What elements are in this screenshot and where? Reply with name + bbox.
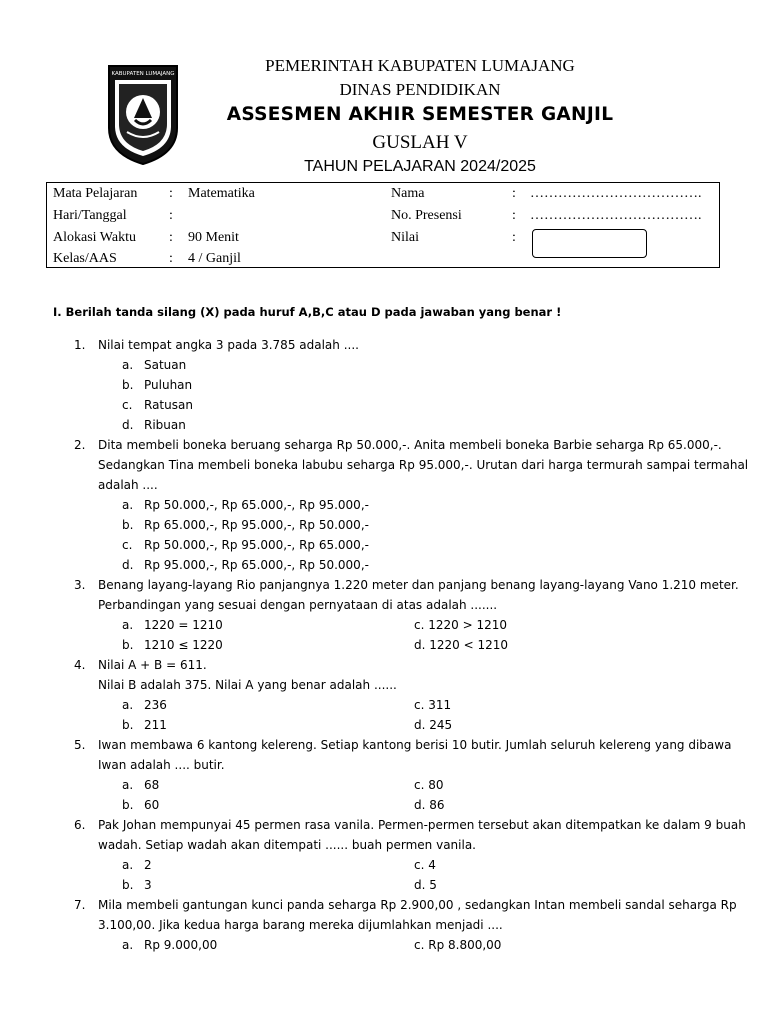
option-letter[interactable]: a.	[122, 358, 134, 372]
academic-year: TAHUN PELAJARAN 2024/2025	[304, 158, 536, 175]
question-text: Mila membeli gantungan kunci panda seharga Rp 2.900,00 , sedangkan Intan membeli sandal seharga Rp	[98, 898, 737, 912]
option-letter[interactable]: a.	[122, 498, 134, 512]
option-text[interactable]: d. 245	[414, 718, 453, 732]
question-text: Iwan membawa 6 kantong kelereng. Setiap kantong berisi 10 butir. Jumlah seluruh kelereng yang dibawa	[98, 738, 732, 752]
question-text: Perbandingan yang sesuai dengan pernyataan di atas adalah .......	[98, 598, 498, 612]
date-label: Hari/Tanggal	[53, 208, 127, 223]
question-text: 3.100,00. Jika kedua harga barang mereka dijumlahkan menjadi ....	[98, 918, 503, 932]
question-number: 2.	[74, 438, 86, 452]
question-text: Nilai tempat angka 3 pada 3.785 adalah ....	[98, 338, 359, 352]
option-letter[interactable]: d.	[122, 558, 134, 572]
colon: :	[169, 230, 173, 245]
colon: :	[169, 208, 173, 223]
question-number: 1.	[74, 338, 86, 352]
score-label: Nilai	[391, 230, 419, 245]
colon: :	[169, 186, 173, 201]
option-text[interactable]: 3	[144, 878, 152, 892]
option-text[interactable]: c. 80	[414, 778, 444, 792]
option-text[interactable]: 211	[144, 718, 167, 732]
name-field[interactable]: ……………………………….	[530, 186, 702, 201]
option-text[interactable]: d. 86	[414, 798, 445, 812]
option-text[interactable]: d. 1220 < 1210	[414, 638, 509, 652]
option-text[interactable]: Rp 50.000,-, Rp 95.000,-, Rp 65.000,-	[144, 538, 369, 552]
option-text[interactable]: 68	[144, 778, 160, 792]
section-instruction: I. Berilah tanda silang (X) pada huruf A,B,C atau D pada jawaban yang benar !	[53, 305, 562, 319]
option-letter[interactable]: b.	[122, 878, 134, 892]
option-text[interactable]: c. 4	[414, 858, 436, 872]
government-title: PEMERINTAH KABUPATEN LUMAJANG	[265, 56, 575, 75]
time-label: Alokasi Waktu	[53, 230, 136, 245]
question-text: Benang layang-layang Rio panjangnya 1.220 meter dan panjang benang layang-layang Vano 1.210 meter.	[98, 578, 739, 592]
time-value: 90 Menit	[188, 230, 239, 245]
exam-title: ASSESMEN AKHIR SEMESTER GANJIL	[226, 104, 614, 125]
question-text: Pak Johan mempunyai 45 permen rasa vanila. Permen-permen tersebut akan ditempatkan ke dalam 9 buah	[98, 818, 746, 832]
option-text[interactable]: Satuan	[144, 358, 187, 372]
question-number: 3.	[74, 578, 86, 592]
question-text: Dita membeli boneka beruang seharga Rp 50.000,-. Anita membeli boneka Barbie seharga Rp 65.000,-.	[98, 438, 722, 452]
option-letter[interactable]: d.	[122, 418, 134, 432]
option-letter[interactable]: a.	[122, 778, 134, 792]
question-number: 4.	[74, 658, 86, 672]
question-number: 7.	[74, 898, 86, 912]
option-text[interactable]: c. 311	[414, 698, 452, 712]
option-letter[interactable]: b.	[122, 798, 134, 812]
class-label: Kelas/AAS	[53, 251, 117, 266]
option-text[interactable]: Ratusan	[144, 398, 193, 412]
colon: :	[512, 208, 516, 223]
option-text[interactable]: 60	[144, 798, 160, 812]
logo-text: KABUPATEN LUMAJANG	[111, 71, 175, 77]
option-text[interactable]: Rp 65.000,-, Rp 95.000,-, Rp 50.000,-	[144, 518, 369, 532]
presence-field[interactable]: ……………………………….	[530, 208, 702, 223]
question-text: Sedangkan Tina membeli boneka labubu seharga Rp 95.000,-. Urutan dari harga termurah sampai termahal	[98, 458, 749, 472]
question-text: adalah ....	[98, 478, 158, 492]
option-text[interactable]: Rp 9.000,00	[144, 938, 218, 952]
question-number: 6.	[74, 818, 86, 832]
question-number: 5.	[74, 738, 86, 752]
option-text[interactable]: d. 5	[414, 878, 437, 892]
option-text[interactable]: 1220 = 1210	[144, 618, 223, 632]
subject-value: Matematika	[188, 186, 255, 201]
colon: :	[169, 251, 173, 266]
question-text: Iwan adalah .... butir.	[98, 758, 225, 772]
option-letter[interactable]: a.	[122, 618, 134, 632]
option-text[interactable]: Rp 95.000,-, Rp 65.000,-, Rp 50.000,-	[144, 558, 369, 572]
option-text[interactable]: Ribuan	[144, 418, 186, 432]
question-text: wadah. Setiap wadah akan ditempati ...... buah permen vanila.	[98, 838, 476, 852]
option-letter[interactable]: b.	[122, 638, 134, 652]
option-letter[interactable]: a.	[122, 698, 134, 712]
option-text[interactable]: c. 1220 > 1210	[414, 618, 507, 632]
option-letter[interactable]: b.	[122, 378, 134, 392]
class-value: 4 / Ganjil	[188, 251, 241, 266]
question-text: Nilai A + B = 611.	[98, 658, 207, 672]
colon: :	[512, 186, 516, 201]
score-box[interactable]	[532, 229, 647, 258]
option-text[interactable]: 236	[144, 698, 167, 712]
option-text[interactable]: Puluhan	[144, 378, 193, 392]
option-letter[interactable]: a.	[122, 938, 134, 952]
department-title: DINAS PENDIDIKAN	[339, 80, 501, 99]
student-info-box	[46, 182, 720, 268]
option-text[interactable]: 1210 ≤ 1220	[144, 638, 223, 652]
option-text[interactable]: c. Rp 8.800,00	[414, 938, 502, 952]
question-text: Nilai B adalah 375. Nilai A yang benar adalah ......	[98, 678, 397, 692]
name-label: Nama	[391, 186, 425, 201]
presence-label: No. Presensi	[391, 208, 462, 223]
subject-label: Mata Pelajaran	[53, 186, 138, 201]
option-letter[interactable]: a.	[122, 858, 134, 872]
option-letter[interactable]: b.	[122, 518, 134, 532]
option-letter[interactable]: c.	[122, 398, 133, 412]
option-text[interactable]: 2	[144, 858, 152, 872]
option-letter[interactable]: b.	[122, 718, 134, 732]
option-letter[interactable]: c.	[122, 538, 133, 552]
colon: :	[512, 230, 516, 245]
option-text[interactable]: Rp 50.000,-, Rp 65.000,-, Rp 95.000,-	[144, 498, 369, 512]
school-name: GUSLAH V	[372, 132, 468, 153]
